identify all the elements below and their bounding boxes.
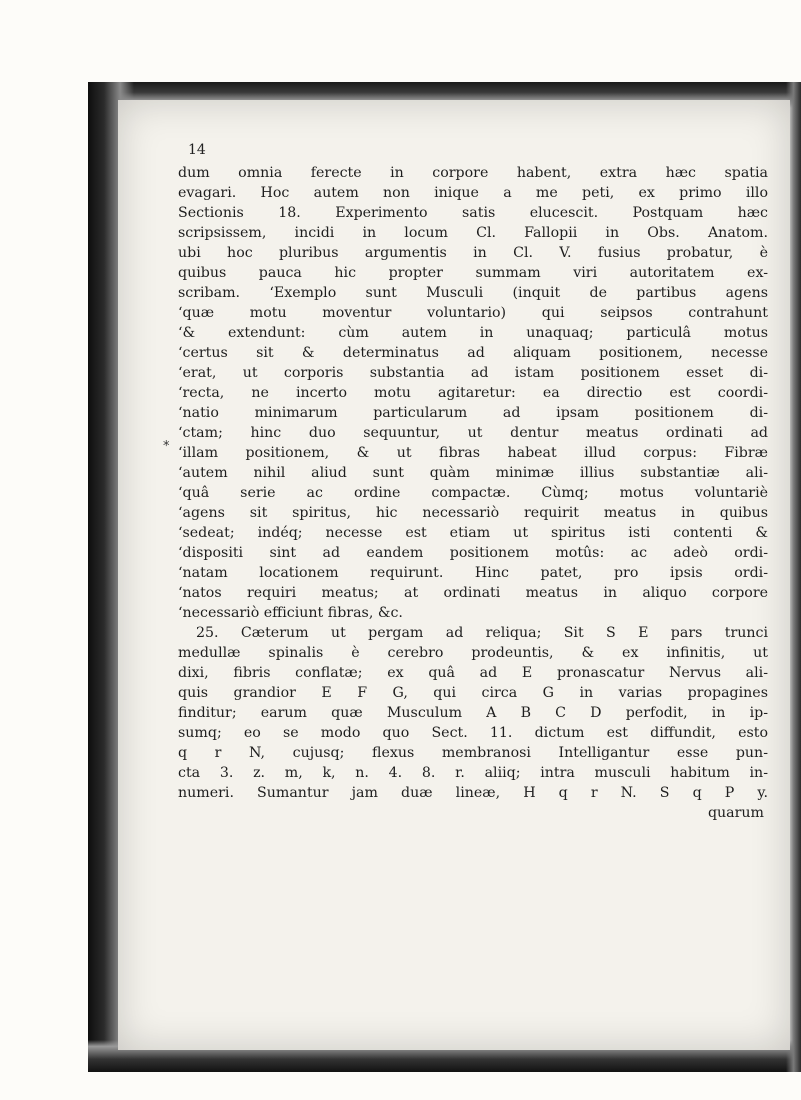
text-line: ‘natos requiri meatus; at ordinati meatus in aliquo corpore <box>178 585 768 601</box>
text-line: ‘dispositi sint ad eandem positionem motûs: ac adeò ordi- <box>178 545 768 561</box>
text-line: ‘recta, ne incerto motu agitaretur: ea directio est coordi- <box>178 385 768 401</box>
text-line: ‘autem nihil aliud sunt quàm minimæ illius substantiæ ali- <box>178 465 768 481</box>
body-text <box>178 163 768 823</box>
text-line: evagari. Hoc autem non inique a me peti, ex primo illo <box>178 185 768 201</box>
text-line: ‘certus sit & determinatus ad aliquam positionem, necesse <box>178 345 768 361</box>
page-number: 14 <box>188 142 206 158</box>
text-line: ‘natam locationem requirunt. Hinc patet, pro ipsis ordi- <box>178 565 768 581</box>
text-line: ‘ctam; hinc duo sequuntur, ut dentur meatus ordinati ad <box>178 425 768 441</box>
text-line: ‘& extendunt: cùm autem in unaquaq; particulâ motus <box>178 325 768 341</box>
text-line: ‘agens sit spiritus, hic necessariò requirit meatus in quibus <box>178 505 768 521</box>
text-line: quis grandior E F G, qui circa G in varias propagines <box>178 685 768 701</box>
text-line: finditur; earum quæ Musculum A B C D perfodit, in ip- <box>178 705 768 721</box>
text-line: ‘quæ motu moventur voluntario) qui seipsos contrahunt <box>178 305 768 321</box>
text-line: quibus pauca hic propter summam viri autoritatem ex- <box>178 265 768 281</box>
text-line: ubi hoc pluribus argumentis in Cl. V. fusius probatur, è <box>178 245 768 261</box>
text-line: ‘illam positionem, & ut fibras habeat illud corpus: Fibræ <box>178 445 768 461</box>
text-line: 25. Cæterum ut pergam ad reliqua; Sit S E pars trunci <box>196 625 768 641</box>
catchword: quarum <box>707 805 764 821</box>
text-line: ‘natio minimarum particularum ad ipsam positionem di- <box>178 405 768 421</box>
text-line: Sectionis 18. Experimento satis elucescit. Postquam hæc <box>178 205 768 221</box>
text-line: ‘sedeat; indéq; necesse est etiam ut spiritus isti contenti & <box>178 525 768 541</box>
text-line: ‘necessariò efficiunt fibras, &c. <box>178 605 403 621</box>
text-line: cta 3. z. m, k, n. 4. 8. r. aliiq; intra musculi habitum in- <box>178 765 768 781</box>
text-line: dixi, fibris conflatæ; ex quâ ad E pronascatur Nervus ali- <box>178 665 768 681</box>
text-line: ‘erat, ut corporis substantia ad istam positionem esset di- <box>178 365 768 381</box>
text-line: numeri. Sumantur jam duæ lineæ, H q r N. S q P y. <box>178 785 768 801</box>
text-line: medullæ spinalis è cerebro prodeuntis, & ex infinitis, ut <box>178 645 768 661</box>
margin-asterisk: * <box>163 439 170 454</box>
text-line: ‘quâ serie ac ordine compactæ. Cùmq; motus voluntariè <box>178 485 768 501</box>
text-line: sumq; eo se modo quo Sect. 11. dictum est diffundit, esto <box>178 725 768 741</box>
text-line: dum omnia ferecte in corpore habent, extra hæc spatia <box>178 165 768 181</box>
text-line: scribam. ‘Exemplo sunt Musculi (inquit de partibus agens <box>178 285 768 301</box>
text-line: q r N, cujusq; flexus membranosi Intelligantur esse pun- <box>178 745 768 761</box>
text-line: scripsissem, incidi in locum Cl. Fallopii in Obs. Anatom. <box>178 225 768 241</box>
